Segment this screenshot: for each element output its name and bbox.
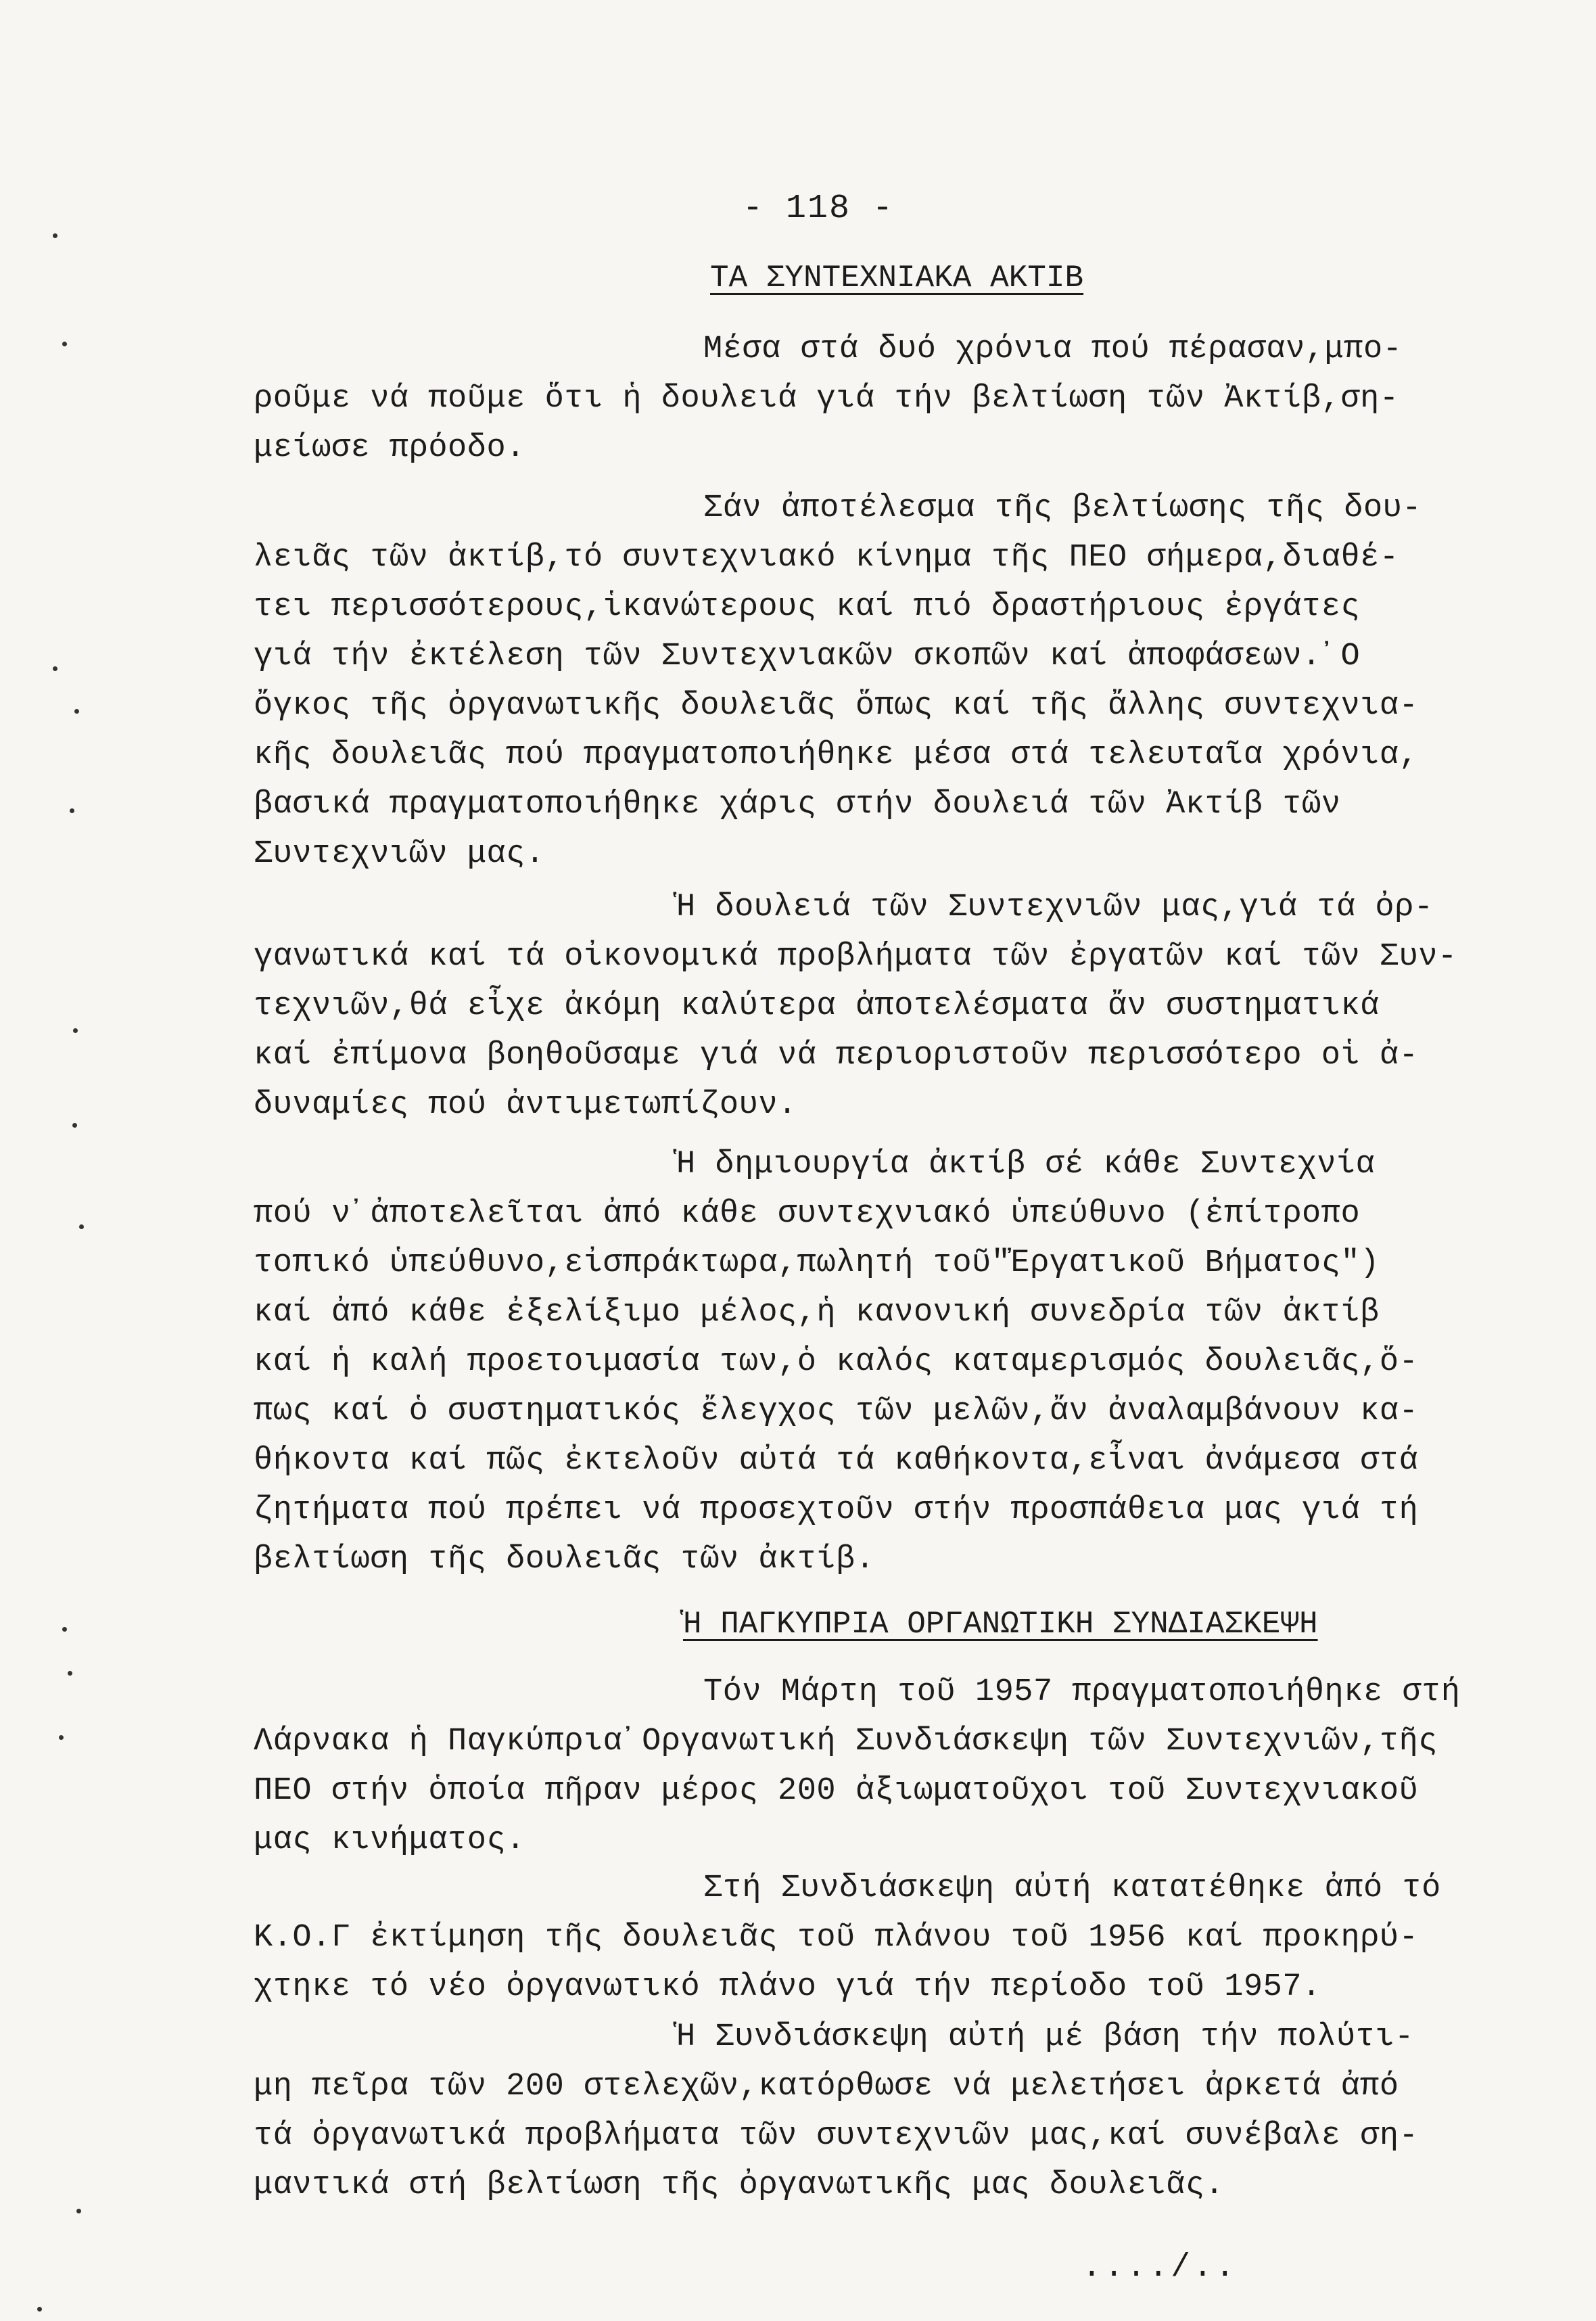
- text-line: γιά τήν ἐκτέλεση τῶν Συντεχνιακῶν σκοπῶν καί ἀποφάσεων.᾿Ο: [254, 639, 1361, 674]
- text-line: Λάρνακα ἡ Παγκύπρια᾿Οργανωτική Συνδιάσκεψη τῶν Συντεχνιῶν,τῆς: [254, 1724, 1438, 1760]
- text-line: μη πεῖρα τῶν 200 στελεχῶν,κατόρθωσε νά μελετήσει ἀρκετά ἀπό: [254, 2069, 1399, 2105]
- text-line: χτηκε τό νέο ὀργανωτικό πλάνο γιά τήν περίοδο τοῦ 1957.: [254, 1969, 1321, 2005]
- scan-speck: [76, 2209, 81, 2213]
- text-line: Ἡ δουλειά τῶν Συντεχνιῶν μας,γιά τά ὀρ-: [676, 890, 1434, 925]
- scan-speck: [70, 808, 74, 813]
- text-line: μαντικά στή βελτίωση τῆς ὀργανωτικῆς μας δουλειᾶς.: [254, 2167, 1225, 2203]
- text-line: καί ἀπό κάθε ἐξελίξιμο μέλος,ἡ κανονική συνεδρία τῶν ἀκτίβ: [254, 1295, 1380, 1331]
- scan-speck: [79, 1224, 84, 1229]
- text-line: Μέσα στά δυό χρόνια πού πέρασαν,μπο-: [703, 331, 1403, 367]
- page-number: - 118 -: [742, 189, 895, 228]
- text-line: ὄγκος τῆς ὀργανωτικῆς δουλειᾶς ὅπως καί τῆς ἄλλης συντεχνια-: [254, 688, 1419, 724]
- text-line: δυναμίες πού ἀντιμετωπίζουν.: [254, 1087, 797, 1123]
- text-line: ζητήματα πού πρέπει νά προσεχτοῦν στήν προσπάθεια μας γιά τή: [254, 1492, 1419, 1528]
- text-line: ροῦμε νά ποῦμε ὅτι ἡ δουλειά γιά τήν βελτίωση τῶν Ἀκτίβ,ση-: [254, 381, 1399, 417]
- text-line: λειᾶς τῶν ἀκτίβ,τό συντεχνιακό κίνημα τῆς ΠΕΟ σήμερα,διαθέ-: [254, 540, 1399, 576]
- text-line: καί ἐπίμονα βοηθοῦσαμε γιά νά περιοριστοῦν περισσότερο οἱ ἀ-: [254, 1038, 1419, 1074]
- scan-speck: [37, 2307, 42, 2312]
- text-line: πως καί ὁ συστηματικός ἔλεγχος τῶν μελῶν,ἄν ἀναλαμβάνουν κα-: [254, 1394, 1419, 1429]
- scan-speck: [62, 1627, 67, 1632]
- text-line: τεχνιῶν,θά εἶχε ἀκόμη καλύτερα ἀποτελέσματα ἄν συστηματικά: [254, 988, 1380, 1024]
- text-line: Κ.Ο.Γ ἐκτίμηση τῆς δουλειᾶς τοῦ πλάνου τοῦ 1956 καί προκηρύ-: [254, 1920, 1419, 1956]
- scan-speck: [72, 1123, 77, 1128]
- section-heading-conference: Ἡ ΠΑΓΚΥΠΡΙΑ ΟΡΓΑΝΩΤΙΚΗ ΣΥΝΔΙΑΣΚΕΨΗ: [683, 1607, 1318, 1642]
- scan-speck: [62, 342, 67, 346]
- text-line: γανωτικά καί τά οἰκονομικά προβλήματα τῶν ἐργατῶν καί τῶν Συν-: [254, 939, 1457, 975]
- text-line: Ἡ δημιουργία ἀκτίβ σέ κάθε Συντεχνία: [676, 1147, 1376, 1182]
- text-line: Στή Συνδιάσκεψη αὐτή κατατέθηκε ἀπό τό: [703, 1870, 1441, 1906]
- text-line: τοπικό ὑπεύθυνο,εἰσπράκτωρα,πωλητή τοῦ"Ἐργατικοῦ Βήματος"): [254, 1245, 1380, 1281]
- text-line: μείωσε πρόοδο.: [254, 430, 525, 466]
- text-line: Τόν Μάρτη τοῦ 1957 πραγματοποιήθηκε στή: [703, 1674, 1461, 1710]
- text-line: Ἡ Συνδιάσκεψη αὐτή μέ βάση τήν πολύτι-: [676, 2019, 1414, 2055]
- text-line: πού ν᾿ἀποτελεῖται ἀπό κάθε συντεχνιακό ὑπεύθυνο (ἐπίτροπο: [254, 1196, 1361, 1232]
- text-line: μας κινήματος.: [254, 1822, 525, 1858]
- scan-speck: [68, 1671, 72, 1676]
- scan-speck: [73, 1028, 78, 1033]
- text-line: Συντεχνιῶν μας.: [254, 836, 545, 872]
- text-line: θήκοντα καί πῶς ἐκτελοῦν αὐτά τά καθήκοντα,εἶναι ἀνάμεσα στά: [254, 1443, 1419, 1479]
- text-line: ΠΕΟ στήν ὁποία πῆραν μέρος 200 ἀξιωματοῦχοι τοῦ Συντεχνιακοῦ: [254, 1773, 1419, 1809]
- text-line: βελτίωση τῆς δουλειᾶς τῶν ἀκτίβ.: [254, 1542, 875, 1578]
- text-line: βασικά πραγματοποιήθηκε χάρις στήν δουλειά τῶν Ἀκτίβ τῶν: [254, 787, 1341, 823]
- scan-speck: [74, 709, 79, 714]
- text-line: Σάν ἀποτέλεσμα τῆς βελτίωσης τῆς δου-: [703, 490, 1422, 526]
- text-line: τει περισσότερους,ἱκανώτερους καί πιό δραστήριους ἐργάτες: [254, 589, 1361, 625]
- text-line: τά ὀργανωτικά προβλήματα τῶν συντεχνιῶν μας,καί συνέβαλε ση-: [254, 2118, 1419, 2154]
- text-line: καί ἡ καλή προετοιμασία των,ὁ καλός καταμερισμός δουλειᾶς,ὅ-: [254, 1344, 1419, 1380]
- section-heading-aktiv: ΤΑ ΣΥΝΤΕΧΝΙΑΚΑ ΑΚΤΙΒ: [710, 260, 1084, 296]
- text-line: κῆς δουλειᾶς πού πραγματοποιήθηκε μέσα στά τελευταῖα χρόνια,: [254, 737, 1419, 773]
- scan-speck: [53, 666, 57, 671]
- continuation-mark: ..../..: [1082, 2249, 1238, 2286]
- scan-speck: [59, 1735, 64, 1740]
- scan-speck: [53, 233, 57, 238]
